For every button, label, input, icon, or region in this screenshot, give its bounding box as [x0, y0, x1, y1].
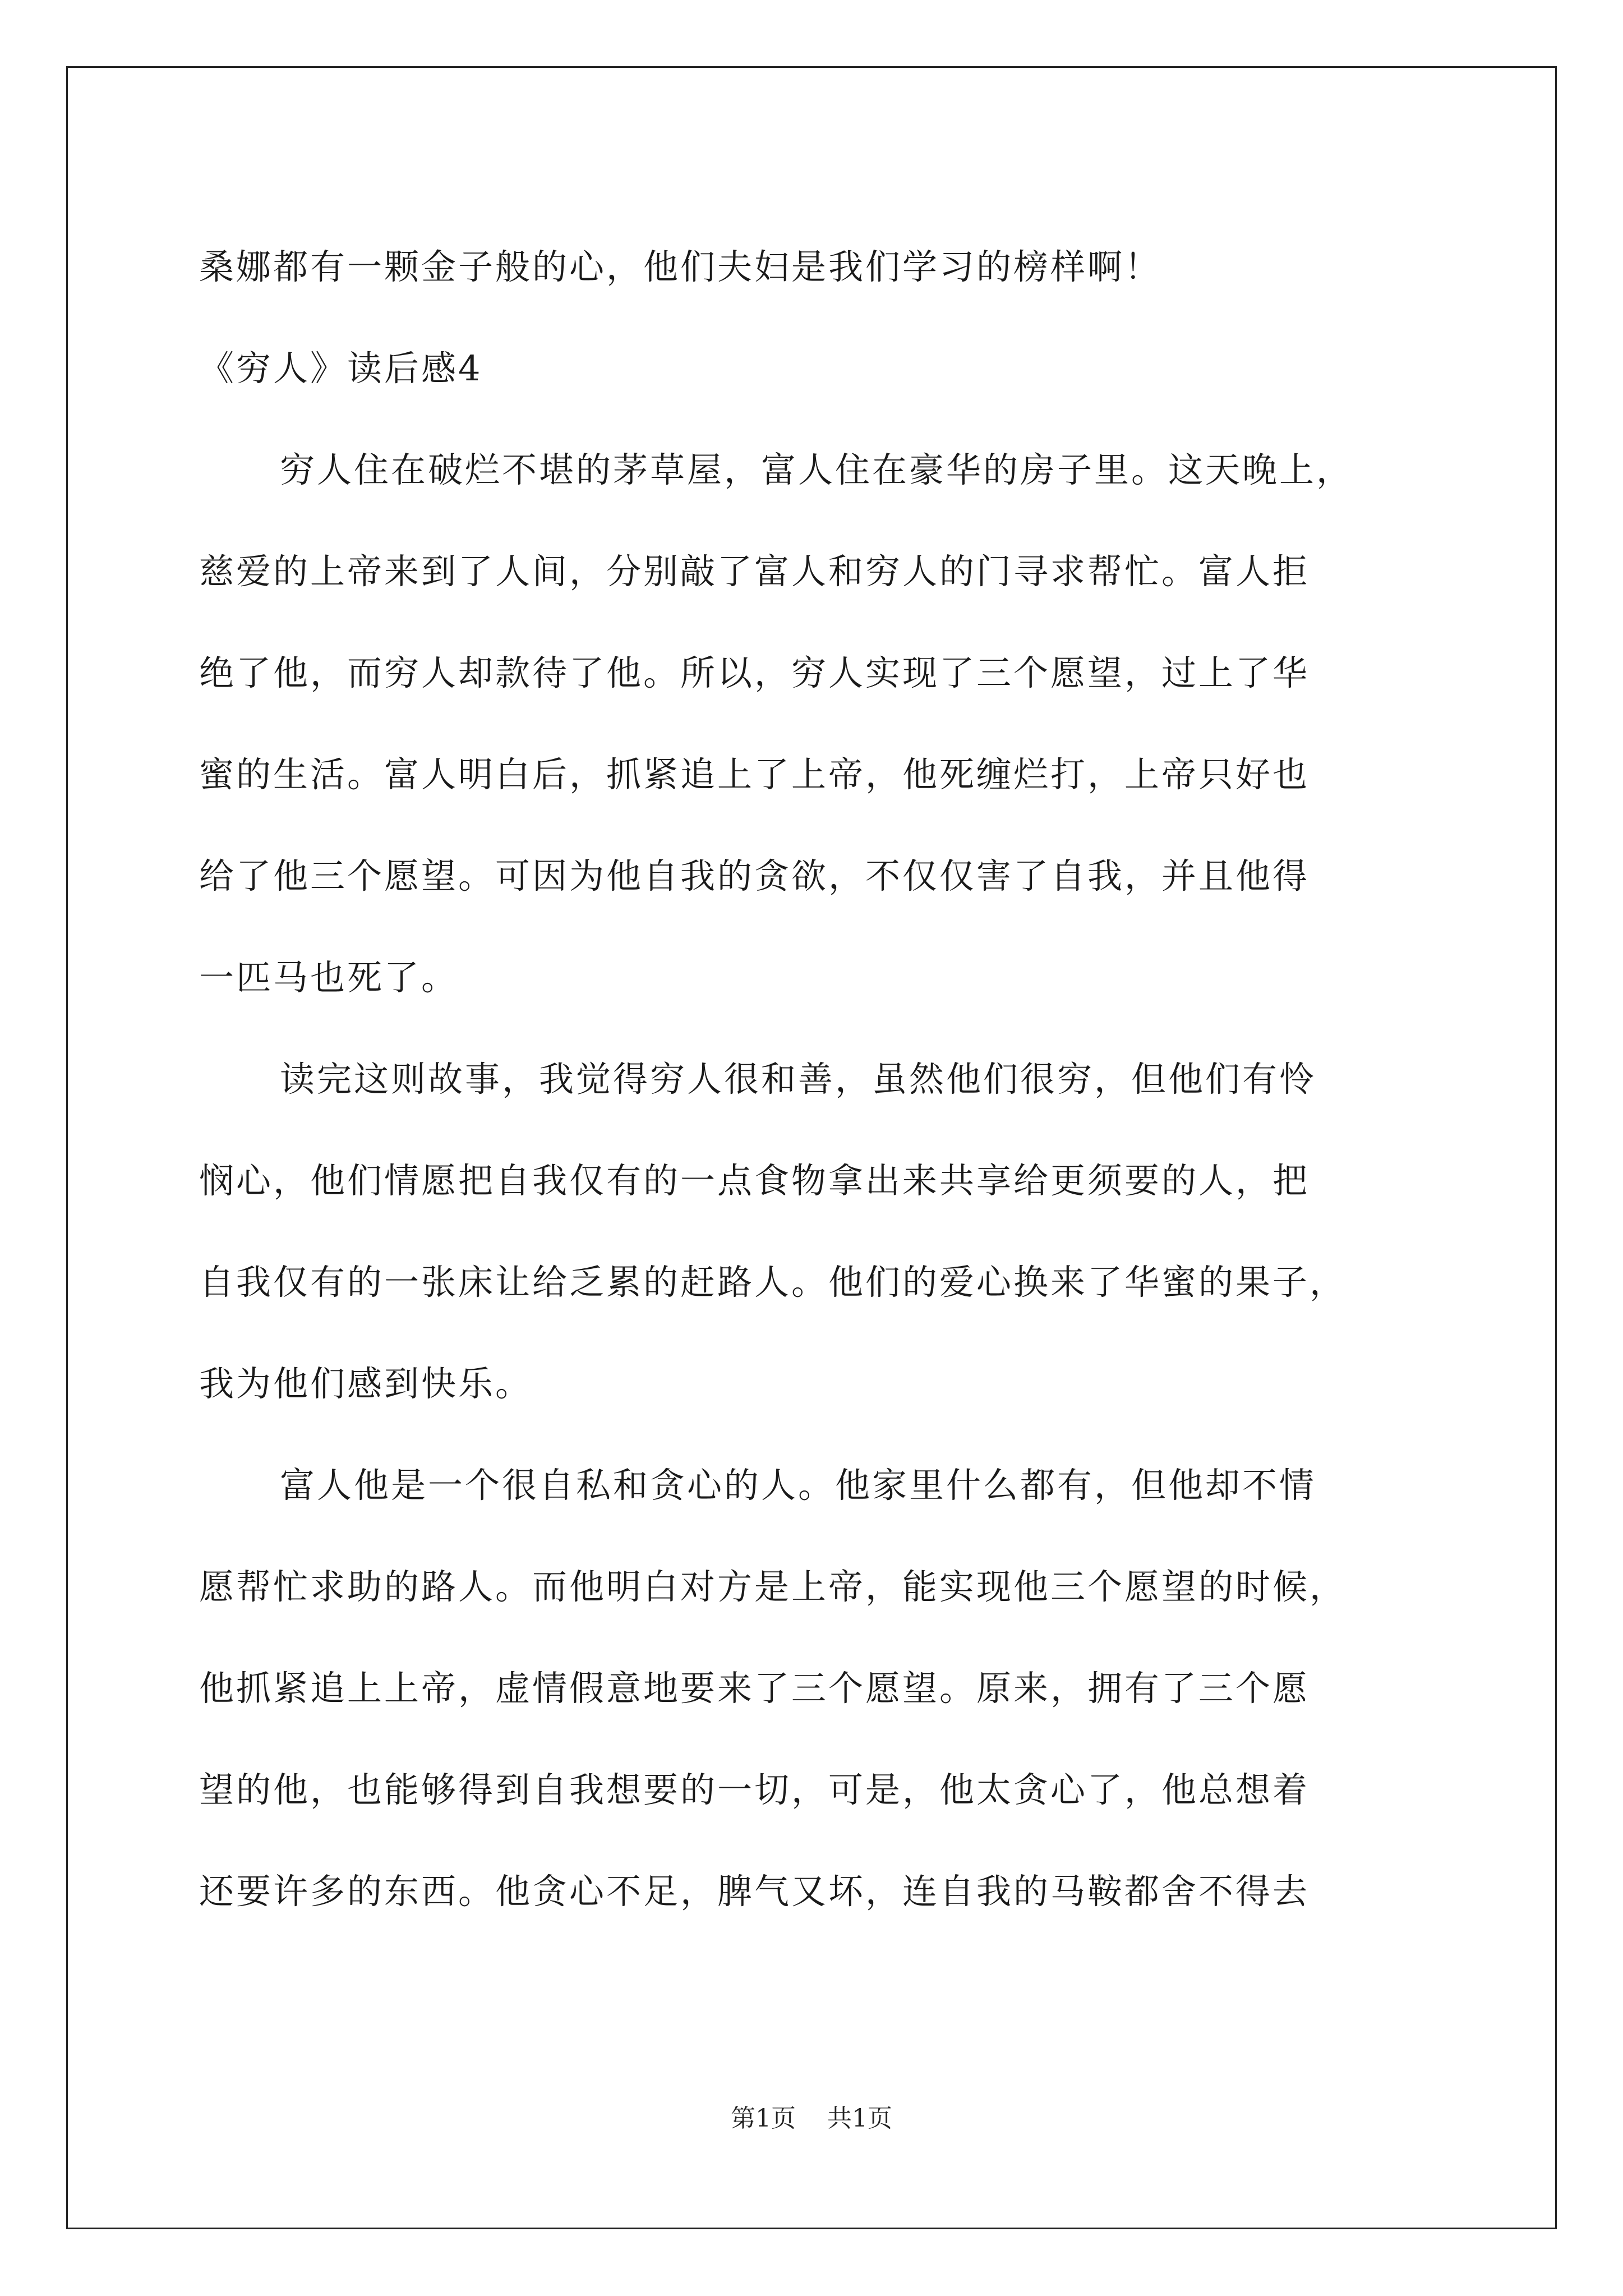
text-line: 给了他三个愿望。可因为他自我的贪欲，不仅仅害了自我，并且他得	[199, 855, 1310, 896]
text-line: 还要许多的东西。他贪心不足，脾气又坏，连自我的马鞍都舍不得去	[199, 1871, 1310, 1912]
text-line: 他抓紧追上上帝，虚情假意地要来了三个愿望。原来，拥有了三个愿	[199, 1668, 1310, 1709]
text-line: 我为他们感到快乐。	[199, 1363, 533, 1404]
text-line: 望的他，也能够得到自我想要的一切，可是，他太贪心了，他总想着	[199, 1769, 1310, 1810]
document-body	[199, 216, 1430, 1942]
text-line: 穷人住在破烂不堪的茅草屋，富人住在豪华的房子里。这天晚上，	[280, 449, 1354, 490]
text-line: 读完这则故事，我觉得穷人很和善，虽然他们很穷，但他们有怜	[280, 1059, 1317, 1099]
text-line: 悯心，他们情愿把自我仅有的一点食物拿出来共享给更须要的人，把	[199, 1160, 1310, 1201]
text-line: 愿帮忙求助的路人。而他明白对方是上帝，能实现他三个愿望的时候，	[199, 1566, 1347, 1607]
text-line: 绝了他，而穷人却款待了他。所以，穷人实现了三个愿望，过上了华	[199, 652, 1310, 693]
text-line: 桑娜都有一颗金子般的心，他们夫妇是我们学习的榜样啊！	[199, 246, 1162, 287]
page-footer	[0, 2098, 1623, 2134]
text-line: 蜜的生活。富人明白后，抓紧追上了上帝，他死缠烂打，上帝只好也	[199, 754, 1310, 795]
text-line: 慈爱的上帝来到了人间，分别敲了富人和穷人的门寻求帮忙。富人拒	[199, 551, 1310, 592]
page-number-current: 第1页	[731, 2104, 796, 2133]
section-title: 《穷人》读后感4	[199, 348, 483, 389]
text-line: 自我仅有的一张床让给乏累的赶路人。他们的爱心换来了华蜜的果子，	[199, 1262, 1347, 1303]
text-line: 富人他是一个很自私和贪心的人。他家里什么都有，但他却不情	[280, 1465, 1317, 1506]
text-line: 一匹马也死了。	[199, 957, 459, 998]
page-number-total: 共1页	[827, 2104, 892, 2133]
